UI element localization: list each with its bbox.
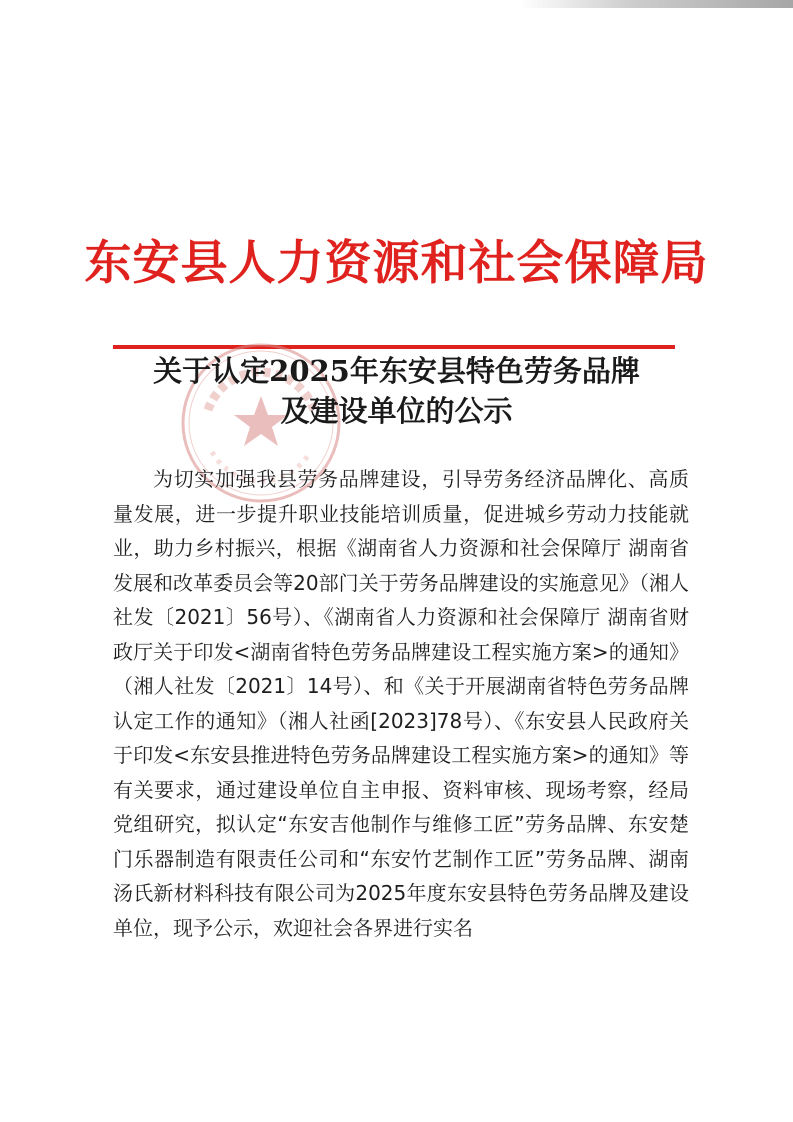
scan-edge-artifact [520,0,793,8]
agency-masthead: 东安县人力资源和社会保障局 [84,236,709,291]
notice-title-line-1: 关于认定2025年东安县特色劳务品牌 [153,354,640,388]
body-paragraph: 为切实加强我县劳务品牌建设，引导劳务经济品牌化、高质量发展，进一步提升职业技能培训质量，促进城乡劳动力技能就业，助力乡村振兴，根据《湖南省人力资源和社会保障厅 湖南省发展和改革委员会等20部门关于劳务品牌建设的实施意见》（湘人社发〔2021〕56号）、《湖南省人力资源和社会保障厅 湖南省财政厅关于印发<湖南省特色劳务品牌建设工程实施方案>的通知》（湘人社发〔2021〕14号）、和《关于开展湖南省特色劳务品牌认定工作的通知》（湘人社函[2023]78号）、《东安县人民政府关于印发<东安县推进特色劳务品牌建设工程实施方案>的通知》等有关要求，通过建设单位自主申报、资料审核、现场考察，经局党组研究，拟认定“东安吉他制作与维修工匠”劳务品牌、东安楚门乐器制造有限责任公司和“东安竹艺制作工匠”劳务品牌、湖南汤氏新材料科技有限公司为2025年度东安县特色劳务品牌及建设单位，现予公示，欢迎社会各界进行实名 [113,467,689,940]
notice-title-line-2: 及建设单位的公示 [280,394,513,428]
